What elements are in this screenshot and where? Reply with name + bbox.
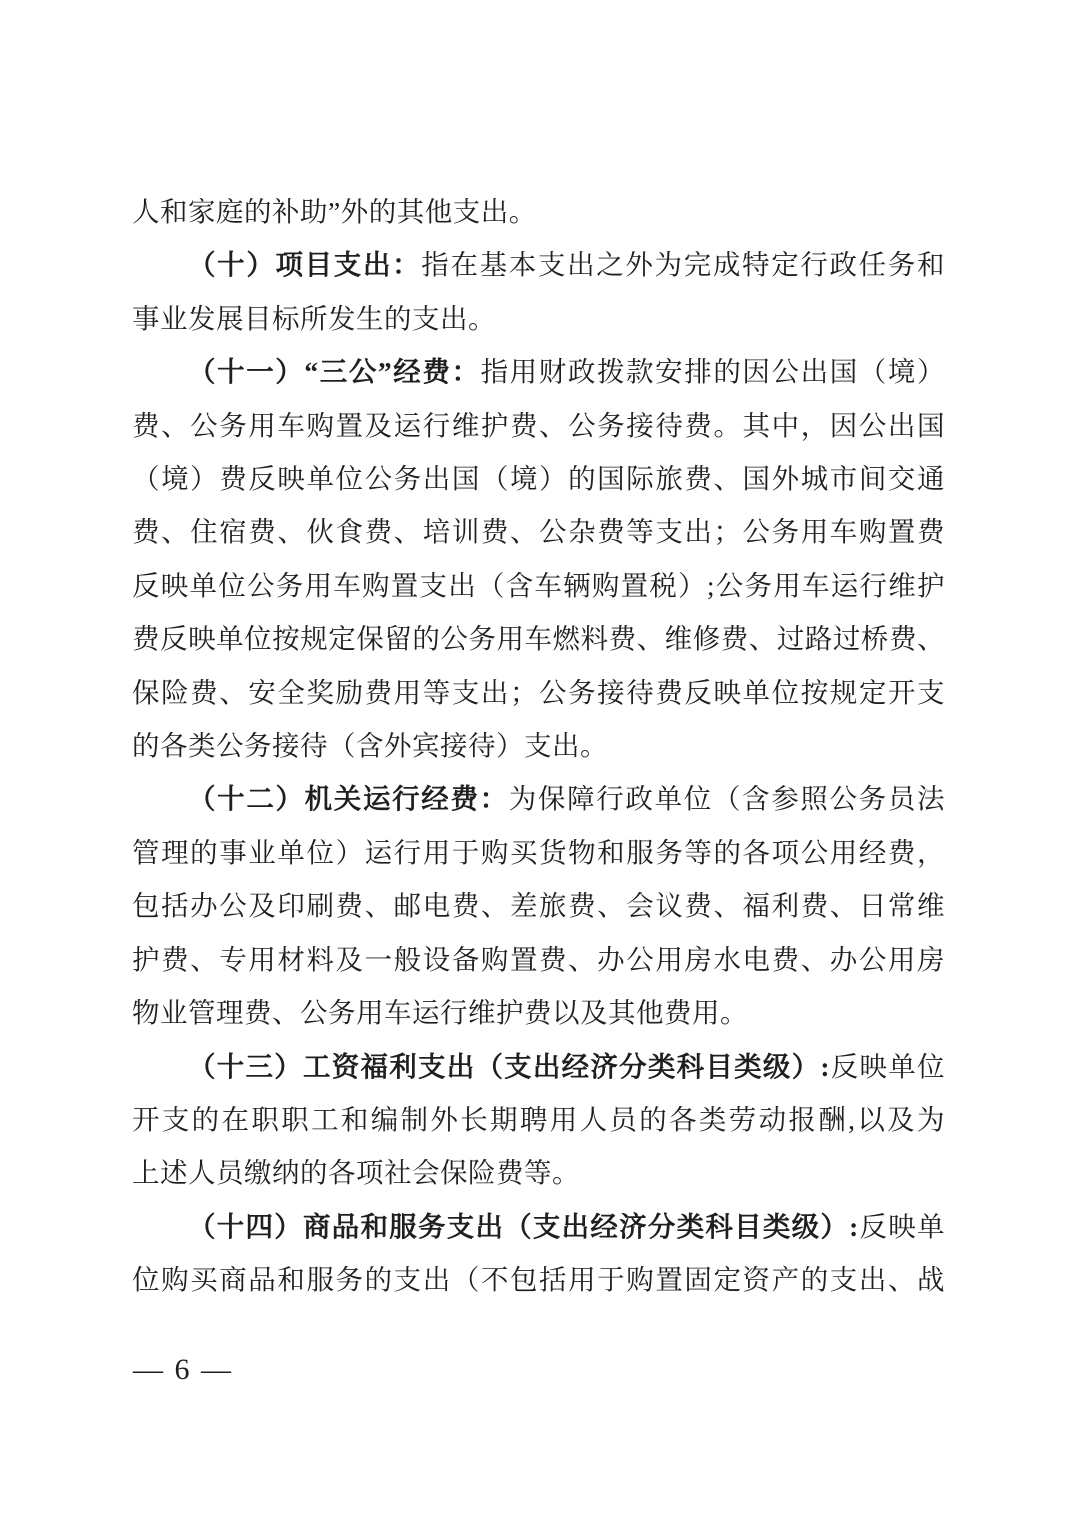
text-line xyxy=(132,505,945,558)
paragraph-text: 位购买商品和服务的支出（不包括用于购置固定资产的支出、战 xyxy=(132,1264,945,1296)
text-line xyxy=(132,1146,945,1199)
text-line xyxy=(132,986,945,1039)
text-line xyxy=(132,666,945,719)
paragraph-text: 指用财政拨款安排的因公出国（境） xyxy=(480,356,946,388)
text-line xyxy=(132,185,945,238)
text-line xyxy=(132,826,945,879)
paragraph-text: 事业发展目标所发生的支出。 xyxy=(132,302,496,334)
page-number: — 6 — xyxy=(133,1353,233,1386)
text-line xyxy=(132,612,945,665)
paragraph-head: （十一）“三公”经费： xyxy=(188,356,481,388)
paragraph-text: （境）费反映单位公务出国（境）的国际旅费、国外城市间交通 xyxy=(132,463,945,495)
paragraph-text: 上述人员缴纳的各项社会保险费等。 xyxy=(132,1157,580,1189)
text-line xyxy=(132,559,945,612)
text-line xyxy=(132,452,945,505)
paragraph-text: 保险费、安全奖励费用等支出；公务接待费反映单位按规定开支 xyxy=(132,676,945,708)
text-line xyxy=(132,238,945,291)
paragraph-text: 护费、专用材料及一般设备购置费、办公用房水电费、办公用房 xyxy=(132,943,945,975)
text-line xyxy=(132,1200,945,1253)
body-text xyxy=(132,185,945,1307)
text-line xyxy=(132,292,945,345)
paragraph-text: 的各类公务接待（含外宾接待）支出。 xyxy=(132,730,608,762)
paragraph-head: （十三）工资福利支出（支出经济分类科目类级）: xyxy=(188,1050,831,1082)
text-line xyxy=(132,1253,945,1306)
text-line xyxy=(132,879,945,932)
paragraph-text: 物业管理费、公务用车运行维护费以及其他费用。 xyxy=(132,997,748,1029)
paragraph-text: 费反映单位按规定保留的公务用车燃料费、维修费、过路过桥费、 xyxy=(132,623,945,655)
paragraph-head: （十四）商品和服务支出（支出经济分类科目类级）: xyxy=(188,1210,859,1242)
text-line xyxy=(132,345,945,398)
paragraph-text: 开支的在职职工和编制外长期聘用人员的各类劳动报酬,以及为 xyxy=(132,1103,945,1135)
text-line xyxy=(132,933,945,986)
paragraph-text: 为保障行政单位（含参照公务员法 xyxy=(508,783,946,815)
paragraph-text: 反映单 xyxy=(858,1210,946,1242)
text-line xyxy=(132,1093,945,1146)
paragraph-text: 费、公务用车购置及运行维护费、公务接待费。其中，因公出国 xyxy=(132,409,945,441)
paragraph-text: 管理的事业单位）运行用于购买货物和服务等的各项公用经费， xyxy=(132,836,945,868)
paragraph-text: 反映单位公务用车购置支出（含车辆购置税）;公务用车运行维护 xyxy=(132,569,945,601)
paragraph-text: 反映单位 xyxy=(830,1050,946,1082)
paragraph-head: （十）项目支出： xyxy=(188,249,422,281)
paragraph-text: 人和家庭的补助”外的其他支出。 xyxy=(132,196,537,227)
text-line xyxy=(132,1040,945,1093)
text-line xyxy=(132,399,945,452)
text-line xyxy=(132,772,945,825)
paragraph-text: 费、住宿费、伙食费、培训费、公杂费等支出；公务用车购置费 xyxy=(132,516,945,548)
paragraph-head: （十二）机关运行经费： xyxy=(188,783,509,815)
text-line xyxy=(132,719,945,772)
paragraph-text: 指在基本支出之外为完成特定行政任务和 xyxy=(421,249,945,281)
paragraph-text: 包括办公及印刷费、邮电费、差旅费、会议费、福利费、日常维 xyxy=(132,890,945,922)
